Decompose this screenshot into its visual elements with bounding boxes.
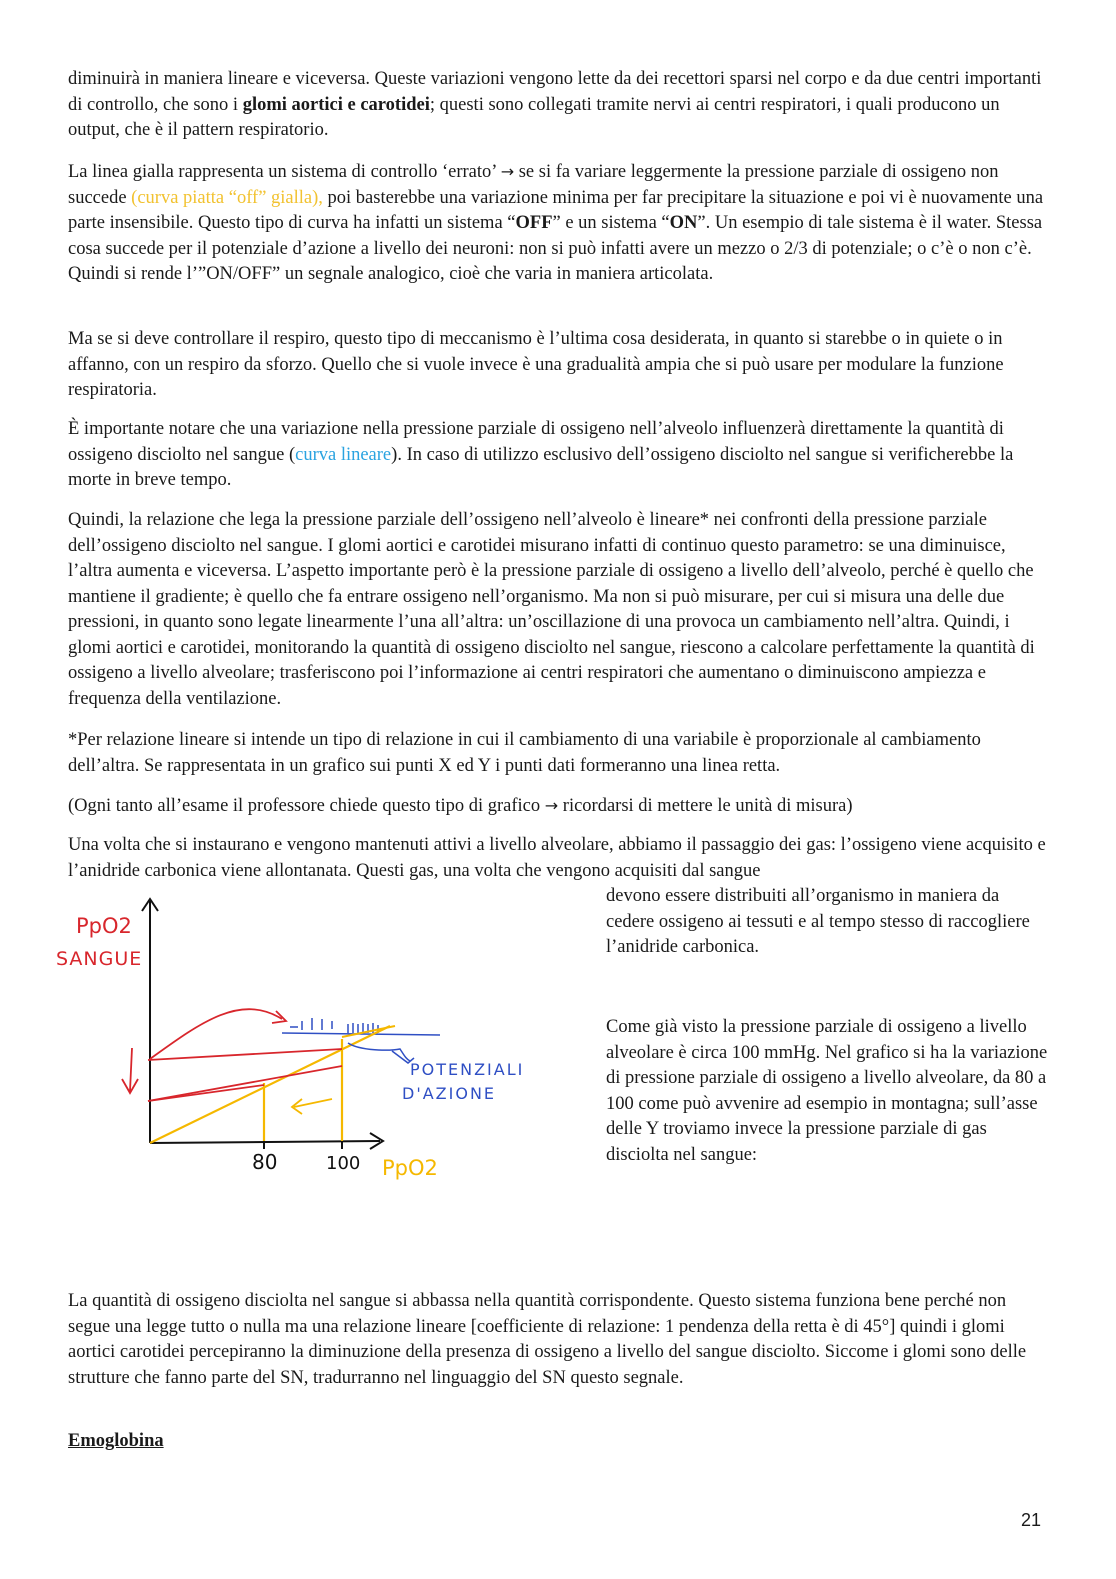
paragraph-variazione: È importante notare che una variazione nella pressione parziale di ossigeno nell’alveolo influenzerà direttamente la quantità di ossigeno disciolto nel sangue (curva lineare). In caso di utilizzo esclusivo dell’ossigeno disciolto nel sangue si verificherebbe la morte in breve tempo. <box>68 419 1014 490</box>
annotation-azione: D'AZIONE <box>402 1084 497 1103</box>
x-axis-label-ppo2: PpO2 <box>382 1156 438 1180</box>
paragraph-respiro: Ma se si deve controllare il respiro, questo tipo di meccanismo è l’ultima cosa desiderata, in quanto si starebbe o in quiete o in affanno, con un respiro da sforzo. Quello che si vuole invece è una gradualità ampia che si può usare per modulare la funzione respiratoria. <box>68 329 1004 400</box>
page-number: 21 <box>1021 1510 1042 1530</box>
paragraph-glomi: diminuirà in maniera lineare e viceversa. Queste variazioni vengono lette da dei recettori sparsi nel corpo e da due centri importanti di controllo, che sono i glomi aortici e carotidei; questi sono collegati tramite nervi ai centri respiratori, i quali producono un output, che è il pattern respiratorio. <box>68 69 1042 140</box>
linear-yellow-curve <box>150 1026 390 1143</box>
paragraph-passaggio-gas-continued: devono essere distribuiti all’organismo in maniera da cedere ossigeno ai tessuti e al tempo stesso di raccogliere l’anidride carbonica. <box>606 886 1030 957</box>
section-heading: Emoglobina <box>68 1431 164 1451</box>
right-arrow-icon: → <box>544 796 559 815</box>
blue-highlight-text: curva lineare <box>295 444 392 465</box>
x-tick-label-100: 100 <box>326 1153 361 1174</box>
red-down-arrow-icon <box>122 1048 138 1093</box>
paragraph-passaggio-gas: Una volta che si instaurano e vengono mantenuti attivi a livello alveolare, abbiamo il passaggio dei gas: l’ossigeno viene acquisito e l’anidride carbonica viene allontanata. Questi gas, una volta che vengono acquisiti dal sangue <box>68 835 1046 881</box>
hand-drawn-graph <box>50 893 570 1198</box>
red-line-100 <box>148 1049 342 1060</box>
y-axis-label-ppo2: PpO2 <box>76 914 132 938</box>
x-tick-label-80: 80 <box>252 1150 278 1174</box>
paragraph-grafico-spiegazione: Come già visto la pressione parziale di ossigeno a livello alveolare è circa 100 mmHg. Nel grafico si ha la variazione di pressione parziale di ossigeno a livello alveolare, da 80 a 100 come può avvenire ad esempio in montagna; sull’asse delle Y troviamo invece la pressione parziale di gas disciolta nel sangue: <box>606 1017 1048 1165</box>
paragraph-definizione-lineare: *Per relazione lineare si intende un tipo di relazione in cui il cambiamento di una variabile è proporzionale al cambiamento dell’altra. Se rappresentata in un grafico sui punti X ed Y i punti dati formeranno una linea retta. <box>68 730 981 776</box>
bold-glomi: glomi aortici e carotidei <box>242 94 430 115</box>
action-potential-spikes <box>290 1018 378 1033</box>
right-arrow-icon: → <box>500 162 515 181</box>
yellow-left-arrow-icon <box>292 1099 332 1114</box>
annotation-potenziali: POTENZIALI <box>410 1060 525 1079</box>
paragraph-linea-gialla: La linea gialla rappresenta un sistema di controllo ‘errato’ → se si fa variare leggermente la pressione parziale di ossigeno non succede (curva piatta “off” gialla), poi basterebbe una variazione minima per far precipitare la situazione e poi vi è nuovamente una parte insensibile. Questo tipo di curva ha infatti un sistema “OFF” e un sistema “ON”. Un esempio di tale sistema è il water. Stessa cosa succede per il potenziale d’azione a livello dei neuroni: non si può infatti avere un mezzo o 2/3 di potenziale; o c’è o non c’è. Quindi si rende l’”ON/OFF” un segnale analogico, cioè che varia in maniera articolata. <box>68 162 1044 284</box>
red-curve-arrow <box>150 1009 282 1059</box>
paragraph-esame-note: (Ogni tanto all’esame il professore chiede questo tipo di grafico → ricordarsi di mettere le unità di misura) <box>68 796 853 816</box>
paragraph-relazione: Quindi, la relazione che lega la pressione parziale dell’ossigeno nell’alveolo è lineare* nei confronti della pressione parziale dell’ossigeno disciolto nel sangue. I glomi aortici e carotidei misurano infatti di continuo questo parametro: se una diminuisce, l’altra aumenta e viceversa. L’aspetto importante però è la pressione parziale di ossigeno a livello dell’alveolo, perché è quello che mantiene il gradiente; è quello che fa entrare ossigeno nell’organismo. Ma non si può misurare, per cui si misura una delle due pressioni, in quanto sono legate linearmente l’una all’altra: un’oscillazione di una provoca un cambiamento nell’altra. Quindi, i glomi aortici e carotidei, monitorando la quantità di ossigeno disciolto nel sangue, riescono a calcolare perfettamente la quantità di ossigeno a livello alveolare; trasferiscono poi l’informazione ai centri respiratori che aumentano o diminuiscono ampiezza e frequenza della ventilazione. <box>68 510 1035 709</box>
paragraph-conclusione: La quantità di ossigeno disciolta nel sangue si abbassa nella quantità corrispondente. Questo sistema funziona bene perché non segue una legge tutto o nulla ma una relazione lineare [coefficiente di relazione: 1 pendenza della retta è di 45°] quindi i glomi aortici carotidei percepiranno la diminuzione della presenza di ossigeno a livello del sangue disciolto. Siccome i glomi sono delle strutture che fanno parte del SN, tradurranno nel linguaggio del SN questo segnale. <box>68 1291 1027 1388</box>
yellow-highlight-text: (curva piatta “off” gialla), <box>131 187 323 208</box>
y-axis-label-sangue: SANGUE <box>56 948 143 970</box>
